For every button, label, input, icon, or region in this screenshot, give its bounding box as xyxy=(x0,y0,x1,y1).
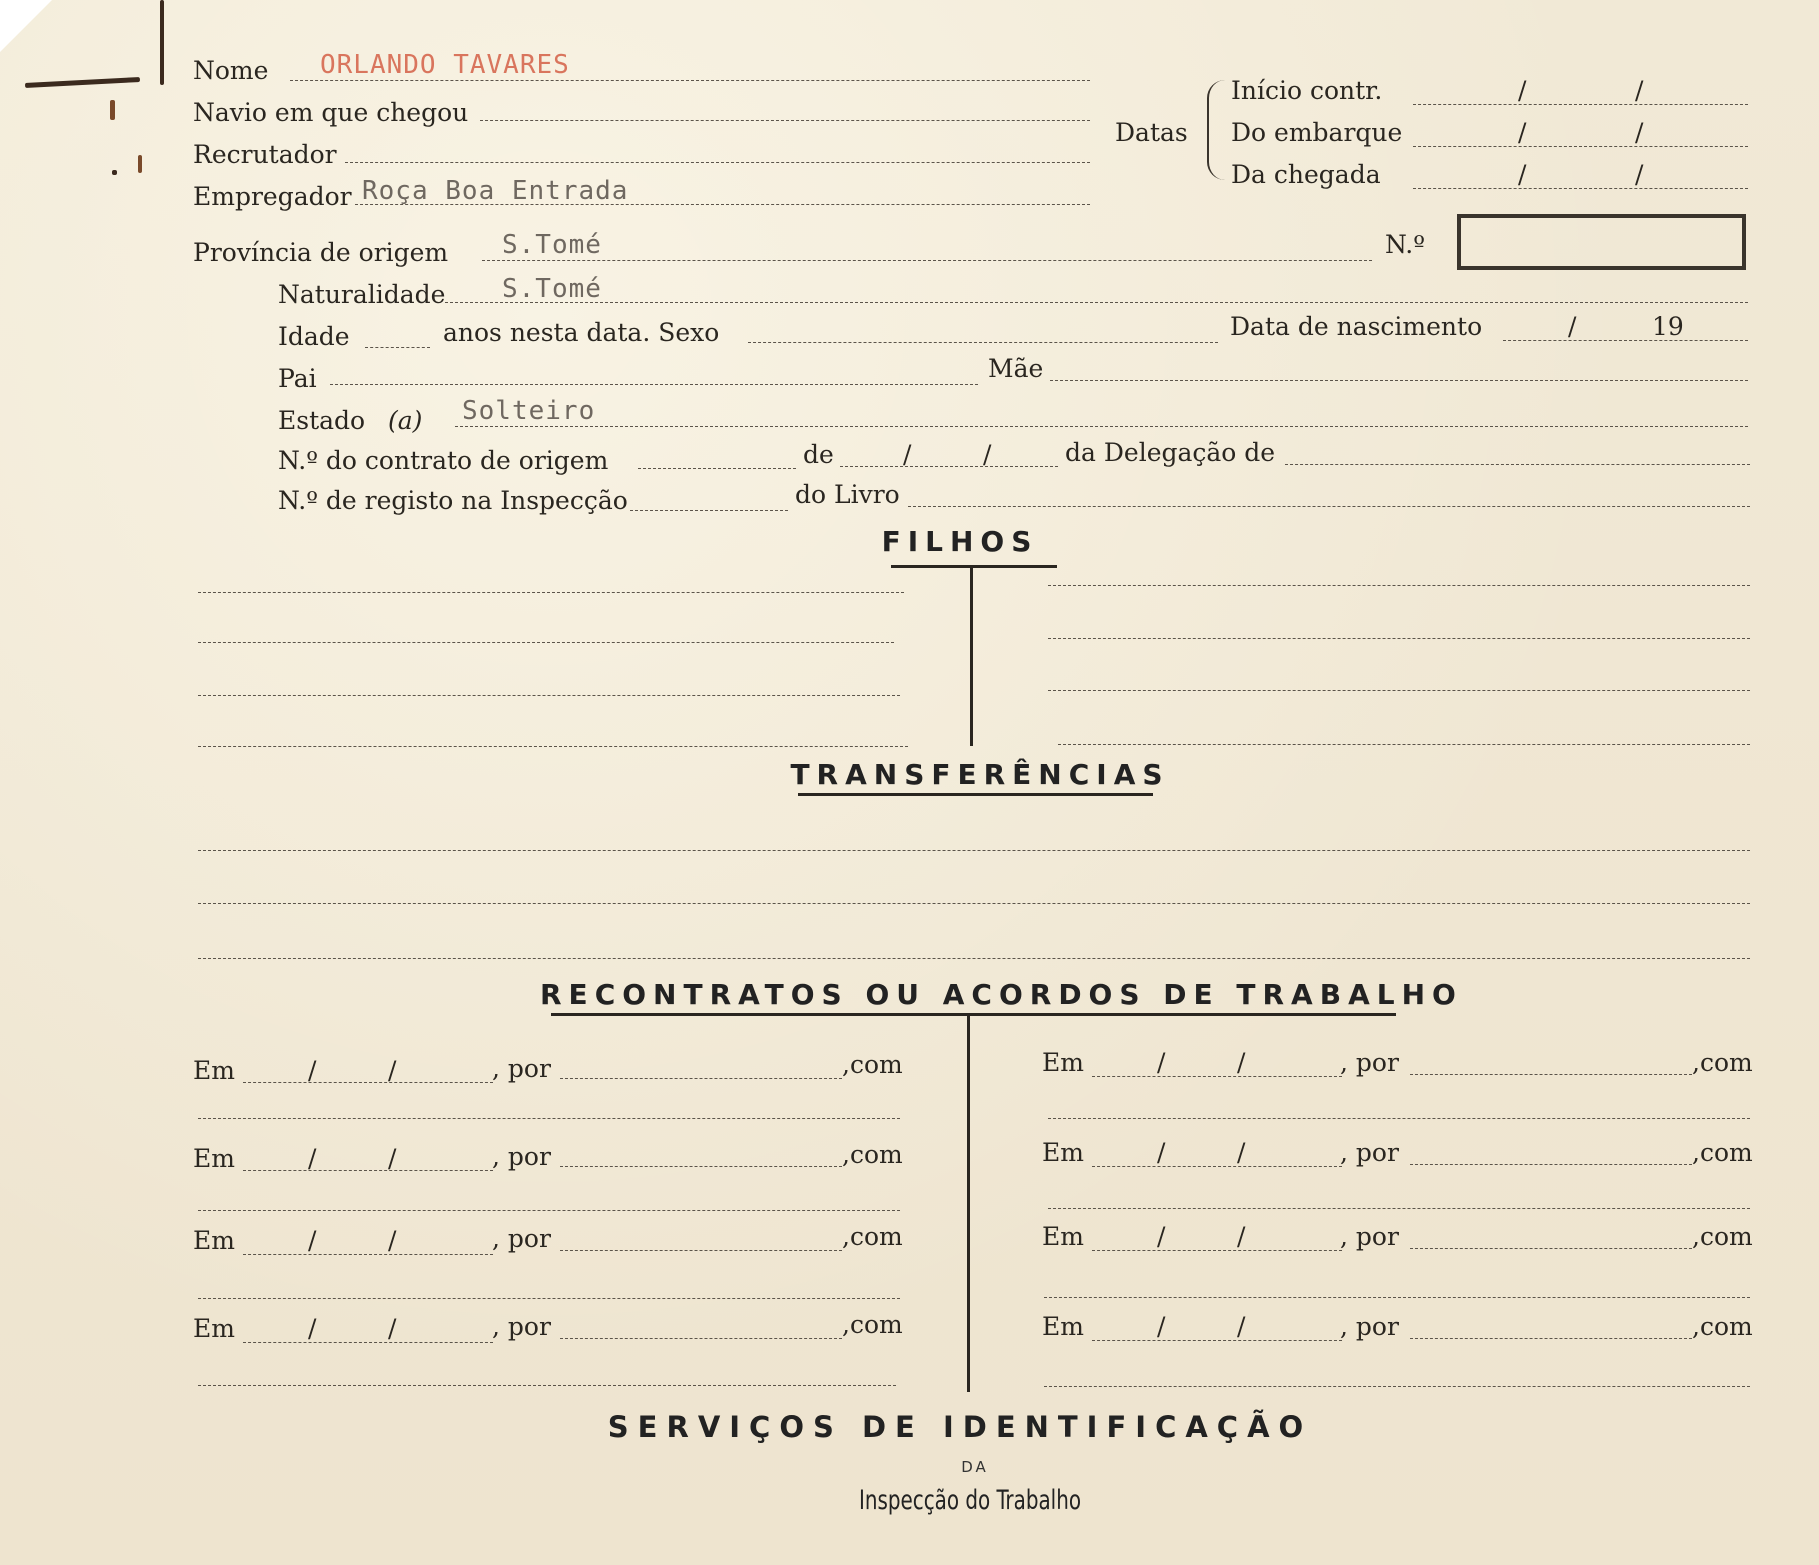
filhos-line-right-1 xyxy=(1048,585,1750,586)
estado-line xyxy=(455,426,1748,427)
contrato-date-line xyxy=(840,466,1058,467)
delegacao-label: da Delegação de xyxy=(1065,438,1276,467)
livro-label: do Livro xyxy=(795,480,900,509)
por-line xyxy=(1410,1248,1692,1249)
empregador-value: Roça Boa Entrada xyxy=(362,176,629,206)
em-date-line xyxy=(1092,1340,1342,1341)
slash-2: / xyxy=(388,1314,397,1343)
recontratos-heading: RECONTRATOS OU ACORDOS DE TRABALHO xyxy=(540,978,1463,1011)
continuation-line xyxy=(198,1385,896,1386)
continuation-line xyxy=(1044,1386,1750,1387)
por-label: , por xyxy=(1340,1222,1399,1251)
estado-label: Estado xyxy=(278,406,366,435)
filhos-line-left-1 xyxy=(198,592,904,593)
recontratos-underline xyxy=(551,1013,1396,1016)
com-label: ,com xyxy=(842,1222,903,1251)
com-label: ,com xyxy=(1692,1048,1753,1077)
continuation-line xyxy=(198,1298,900,1299)
naturalidade-label: Naturalidade xyxy=(278,280,446,309)
navio-line xyxy=(480,120,1090,121)
em-label: Em xyxy=(193,1144,235,1173)
por-label: , por xyxy=(1340,1138,1399,1167)
idade-line xyxy=(365,347,430,348)
inicio-slash-1: / xyxy=(1518,76,1527,105)
datas-label: Datas xyxy=(1115,118,1188,147)
estado-suffix: (a) xyxy=(388,406,423,435)
em-label: Em xyxy=(1042,1138,1084,1167)
ink-dot xyxy=(138,155,142,173)
embarque-line xyxy=(1413,146,1748,147)
datas-brace xyxy=(1207,80,1225,180)
provincia-label: Província de origem xyxy=(193,238,449,267)
com-label: ,com xyxy=(1692,1138,1753,1167)
folded-corner xyxy=(0,0,52,52)
slash-2: / xyxy=(1237,1048,1246,1077)
estado-value: Solteiro xyxy=(462,396,596,426)
chegada-slash-1: / xyxy=(1518,160,1527,189)
embarque-label: Do embarque xyxy=(1231,118,1403,147)
por-line xyxy=(1410,1164,1692,1165)
contrato-line xyxy=(638,468,796,469)
em-label: Em xyxy=(1042,1222,1084,1251)
continuation-line xyxy=(1048,1208,1750,1209)
continuation-line xyxy=(1048,1118,1750,1119)
slash-2: / xyxy=(1237,1222,1246,1251)
em-label: Em xyxy=(1042,1312,1084,1341)
continuation-line xyxy=(198,1210,900,1211)
nascimento-line xyxy=(1503,340,1748,341)
transferencias-underline xyxy=(798,793,1153,796)
por-line xyxy=(560,1250,842,1251)
inicio-slash-2: / xyxy=(1635,76,1644,105)
filhos-underline xyxy=(891,565,1057,568)
nome-label: Nome xyxy=(193,56,269,85)
slash-2: / xyxy=(388,1056,397,1085)
navio-label: Navio em que chegou xyxy=(193,98,469,127)
slash-1: / xyxy=(1157,1138,1166,1167)
filhos-line-right-3 xyxy=(1048,690,1750,691)
filhos-line-right-4 xyxy=(1058,744,1750,745)
por-line xyxy=(1410,1074,1692,1075)
pai-line xyxy=(330,384,978,385)
slash-1: / xyxy=(308,1226,317,1255)
slash-1: / xyxy=(1157,1048,1166,1077)
slash-1: / xyxy=(308,1314,317,1343)
sexo-line xyxy=(748,342,1218,343)
footer-da: DA xyxy=(961,1458,989,1476)
anos-sexo-label: anos nesta data. Sexo xyxy=(443,318,720,347)
slash-1: / xyxy=(308,1056,317,1085)
contrato-slash-1: / xyxy=(903,440,912,469)
slash-2: / xyxy=(388,1226,397,1255)
transferencias-line-1 xyxy=(198,850,1750,851)
slash-2: / xyxy=(388,1144,397,1173)
naturalidade-value: S.Tomé xyxy=(502,274,602,304)
com-label: ,com xyxy=(842,1140,903,1169)
livro-line xyxy=(908,506,1750,507)
em-date-line xyxy=(243,1082,493,1083)
filhos-line-right-2 xyxy=(1048,638,1750,639)
transferencias-line-3 xyxy=(198,958,1750,959)
contrato-label: N.º do contrato de origem xyxy=(278,446,609,475)
com-label: ,com xyxy=(1692,1312,1753,1341)
por-label: , por xyxy=(492,1224,551,1253)
em-label: Em xyxy=(193,1226,235,1255)
com-label: ,com xyxy=(842,1050,903,1079)
por-line xyxy=(560,1166,842,1167)
chegada-slash-2: / xyxy=(1635,160,1644,189)
registo-line xyxy=(630,510,788,511)
filhos-line-left-4 xyxy=(198,746,908,747)
numero-label: N.º xyxy=(1385,230,1425,259)
por-line xyxy=(560,1078,842,1079)
recontratos-divider xyxy=(967,1016,970,1392)
chegada-line xyxy=(1413,188,1748,189)
naturalidade-line xyxy=(445,302,1748,303)
nome-line xyxy=(290,80,1090,81)
por-label: , por xyxy=(1340,1312,1399,1341)
em-date-line xyxy=(1092,1076,1342,1077)
com-label: ,com xyxy=(842,1310,903,1339)
slash-1: / xyxy=(308,1144,317,1173)
em-date-line xyxy=(243,1342,493,1343)
delegacao-line xyxy=(1285,464,1750,465)
por-line xyxy=(560,1338,842,1339)
filhos-divider xyxy=(970,568,973,746)
nascimento-label: Data de nascimento xyxy=(1230,312,1483,341)
contrato-de-label: de xyxy=(803,440,834,469)
por-label: , por xyxy=(1340,1048,1399,1077)
ink-dot xyxy=(110,100,115,120)
ink-stroke xyxy=(160,0,164,85)
filhos-line-left-3 xyxy=(198,695,900,696)
em-label: Em xyxy=(1042,1048,1084,1077)
ink-dot xyxy=(112,170,117,175)
nascimento-slash: / xyxy=(1568,312,1577,341)
em-date-line xyxy=(243,1170,493,1171)
provincia-line xyxy=(482,260,1372,261)
em-date-line xyxy=(243,1254,493,1255)
recrutador-line xyxy=(345,162,1090,163)
provincia-value: S.Tomé xyxy=(502,230,602,260)
transferencias-line-2 xyxy=(198,903,1750,904)
footer-inspeccao: Inspecção do Trabalho xyxy=(858,1485,1082,1516)
em-label: Em xyxy=(193,1056,235,1085)
embarque-slash-2: / xyxy=(1635,118,1644,147)
numero-box xyxy=(1457,214,1746,270)
slash-2: / xyxy=(1237,1312,1246,1341)
com-label: ,com xyxy=(1692,1222,1753,1251)
empregador-label: Empregador xyxy=(193,182,352,211)
por-line xyxy=(1410,1338,1692,1339)
por-label: , por xyxy=(492,1312,551,1341)
continuation-line xyxy=(1044,1297,1750,1298)
contrato-slash-2: / xyxy=(983,440,992,469)
slash-1: / xyxy=(1157,1222,1166,1251)
nome-value: ORLANDO TAVARES xyxy=(320,50,570,80)
por-label: , por xyxy=(492,1054,551,1083)
registo-label: N.º de registo na Inspecção xyxy=(278,486,628,515)
slash-2: / xyxy=(1237,1138,1246,1167)
inicio-line xyxy=(1413,104,1748,105)
em-date-line xyxy=(1092,1250,1342,1251)
transferencias-heading: TRANSFERÊNCIAS xyxy=(790,758,1170,791)
em-label: Em xyxy=(193,1314,235,1343)
nascimento-year: 19 xyxy=(1652,312,1684,341)
mae-line xyxy=(1050,380,1748,381)
inicio-label: Início contr. xyxy=(1231,76,1383,105)
embarque-slash-1: / xyxy=(1518,118,1527,147)
pai-label: Pai xyxy=(278,364,317,393)
chegada-label: Da chegada xyxy=(1231,160,1381,189)
em-date-line xyxy=(1092,1166,1342,1167)
slash-1: / xyxy=(1157,1312,1166,1341)
filhos-heading: FILHOS xyxy=(881,525,1039,558)
footer-service-title: SERVIÇOS DE IDENTIFICAÇÃO xyxy=(607,1410,1313,1444)
filhos-line-left-2 xyxy=(198,642,894,643)
recrutador-label: Recrutador xyxy=(193,140,337,169)
por-label: , por xyxy=(492,1142,551,1171)
ink-stroke xyxy=(25,77,140,88)
idade-label: Idade xyxy=(278,322,350,351)
continuation-line xyxy=(198,1118,900,1119)
mae-label: Mãe xyxy=(988,354,1044,383)
